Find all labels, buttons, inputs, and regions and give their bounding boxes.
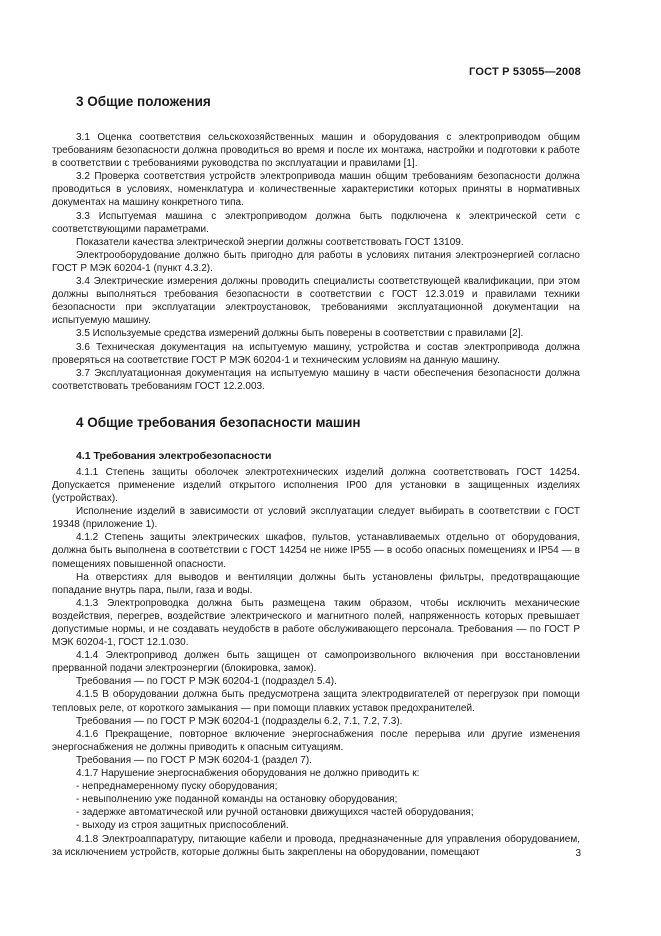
paragraph-4-1-5-requirements: Требования — по ГОСТ Р МЭК 60204-1 (подразделы 6.2, 7.1, 7.2, 7.3). [76,715,403,727]
list-item: - выходу из строя защитных приспособлений. [76,820,289,832]
paragraph-4-1-6: 4.1.6 Прекращение, повторное включение энергоснабжения после перерыва или другие изменения энергоснабжения не должны приводить к опасным ситуациям. [52,728,580,753]
paragraph-3-4: 3.4 Электрические измерения должны проводить специалисты соответствующей квалификации, при этом должны выполняться требования безопасности в соответствии с ГОСТ 12.3.019 и правилами техники безопасности при эксплуатации электроустановок, требованиями эксплуатационной документации на испытуемую машину. [52,276,580,327]
document-id-header: ГОСТ Р 53055—2008 [469,66,581,78]
paragraph-3-2: 3.2 Проверка соответствия устройств электропривода машин общим требованиям безопасности должна проводиться в условиях, номенклатура и количественные характеристики которых приняты в нормативных документах на машину конкретного типа. [52,171,580,209]
paragraph-4-1-3: 4.1.3 Электропроводка должна быть размещена таким образом, чтобы исключить механические воздействия, перегрев, воздействие электрического и магнитного полей, напряженность которых превышает допустимые нормы, и не создавать неудобств в работе обслуживающего персонала. Требования — по ГОСТ Р МЭК 60204-1, ГОСТ 12.1.030. [52,597,580,649]
list-item: - задержке автоматической или ручной остановки движущихся частей оборудования; [76,807,474,819]
paragraph-4-1-8: 4.1.8 Электроаппаратуру, питающие кабели и провода, предназначенные для управления оборудованием, за исключением устройств, которые должны быть закреплены на оборудовании, помещают [52,833,580,858]
paragraph-3-7: 3.7 Эксплуатационная документация на испытуемую машину в части обеспечения безопасности должна соответствовать требованиям ГОСТ 12.2.003. [52,367,580,392]
page-number: 3 [575,848,581,859]
subsection-4-1-title: 4.1 Требования электробезопасности [76,449,272,462]
section-4-title: 4 Общие требования безопасности машин [76,414,361,430]
paragraph-4-1-1: 4.1.1 Степень защиты оболочек электротехнических изделий должна соответствовать ГОСТ 14254. Допускается применение изделий открытого исполнения IP00 для установки в защищенных изделиях (устройствах). [52,466,580,505]
paragraph-4-1-6-requirements: Требования — по ГОСТ Р МЭК 60204-1 (раздел 7). [76,754,312,766]
paragraph-3-6: 3.6 Техническая документация на испытуемую машину, устройства и состав электропривода должна проверяться на соответствие ГОСТ Р МЭК 60204-1 и техническим условиям на данную машину. [52,341,580,366]
paragraph-3-3: 3.3 Испытуемая машина с электроприводом должна быть подключена к электрической сети с соответствующими параметрами. [52,210,580,235]
paragraph-4-1-4: 4.1.4 Электропривод должен быть защищен от самопроизвольного включения при восстановлении прерванной подачи электроэнергии (блокировка, замок). [52,650,580,675]
paragraph-4-1-7: 4.1.7 Нарушение энергоснабжения оборудования не должно приводить к: [76,768,420,780]
paragraph-4-1-5: 4.1.5 В оборудовании должна быть предусмотрена защита электродвигателей от перегрузок при помощи тепловых реле, от короткого замыкания — при помощи плавких уставок предохранителей. [52,689,580,714]
paragraph-3-1: 3.1 Оценка соответствия сельскохозяйственных машин и оборудования с электроприводом общим требованиям безопасности должна проводиться во время и после их монтажа, настройки и подготовки к работе в соответствии с требованиями руководства по эксплуатации и правилами [1]. [52,132,580,170]
section-3-title: 3 Общие положения [76,94,211,109]
paragraph-3-3-equipment: Электрооборудование должно быть пригодно для работы в условиях питания электроэнергией согласно ГОСТ Р МЭК 60204-1 (пункт 4.3.2). [52,249,580,274]
paragraph-4-1-1-execution: Исполнение изделий в зависимости от условий эксплуатации следует выбирать в соответствии с ГОСТ 19348 (приложение 1). [52,506,580,531]
paragraph-3-3-power-quality: Показатели качества электрической энергии должны соответствовать ГОСТ 13109. [76,236,464,248]
page-content [52,93,580,859]
paragraph-4-1-4-requirements: Требования — по ГОСТ Р МЭК 60204-1 (подраздел 5.4). [76,676,337,688]
paragraph-3-5: 3.5 Используемые средства измерений должны быть поверены в соответствии с правилами [2]. [76,328,524,340]
list-item: - невыполнению уже поданной команды на остановку оборудования; [76,794,398,806]
paragraph-4-1-2-filters: На отверстиях для выводов и вентиляции должны быть установлены фильтры, предотвращающие попадание внутрь пара, пыли, газа и воды. [52,571,580,596]
paragraph-4-1-2: 4.1.2 Степень защиты электрических шкафов, пультов, устанавливаемых отдельно от оборудования, должна быть выполнена в соответствии с ГОСТ 14254 не ниже IP55 — в особо опасных помещениях и IP54 — в помещениях повышенной опасности. [52,532,580,570]
list-item: - непреднамеренному пуску оборудования; [76,781,278,793]
